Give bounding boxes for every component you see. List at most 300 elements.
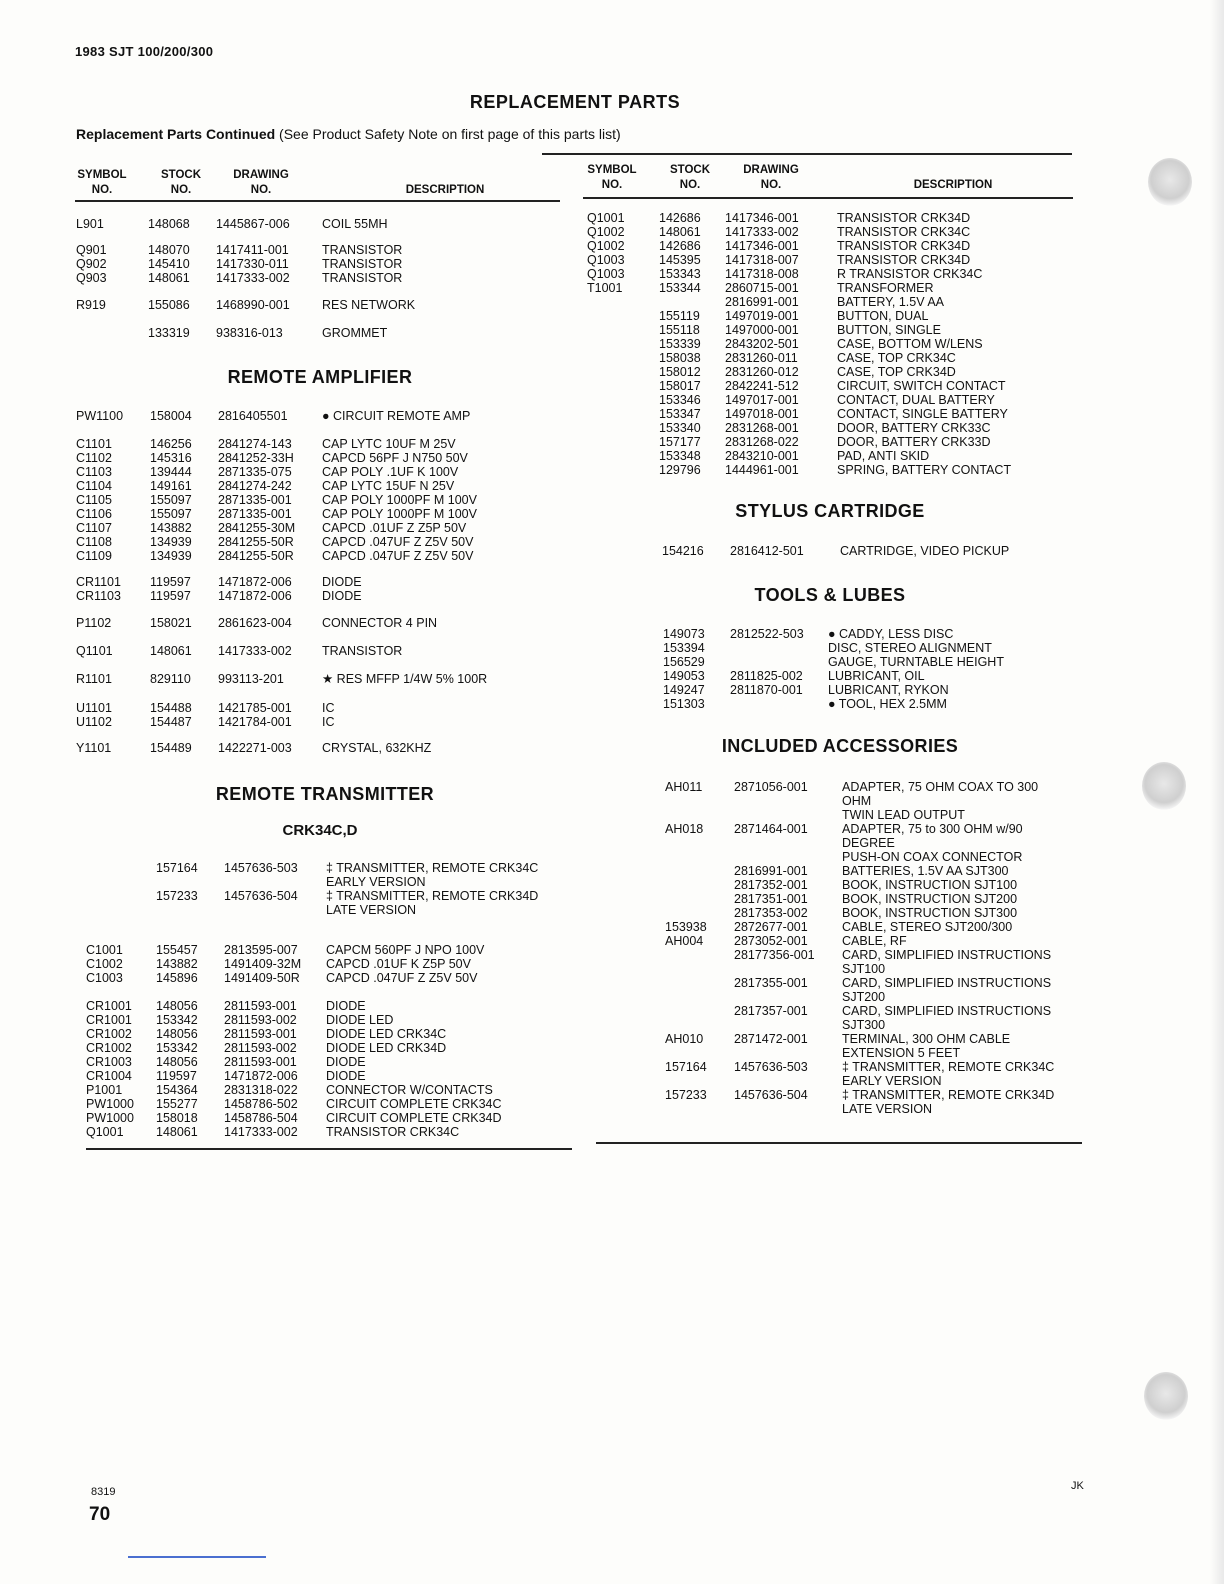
description-cell: RES NETWORK	[322, 298, 416, 312]
stock-cell: 149073	[663, 627, 705, 641]
stock-cell: 148056	[156, 999, 198, 1013]
description-cell: CABLE, STEREO SJT200/300	[842, 920, 1013, 934]
stock-cell: 148061	[148, 271, 190, 285]
drawing-cell: 1497000-001	[725, 323, 799, 337]
section-remote-transmitter: REMOTE TRANSMITTER	[215, 784, 435, 804]
description-cell: SPRING, BATTERY CONTACT	[837, 463, 1012, 477]
drawing-cell: 2811593-001	[224, 999, 297, 1013]
stock-cell: 153343	[659, 267, 701, 281]
stock-cell: 148056	[156, 1055, 198, 1069]
description-cell: CABLE, RF	[842, 934, 907, 948]
symbol-cell: Q1101	[76, 644, 113, 658]
stock-cell: 145896	[156, 971, 198, 985]
stock-cell: 148056	[156, 1027, 198, 1041]
drawing-cell: 2841255-50R	[218, 535, 294, 549]
stock-cell: 154489	[150, 741, 192, 755]
description-cell: CASE, TOP CRK34D	[837, 365, 956, 379]
stock-cell: AH011	[665, 780, 703, 794]
description-cell: DIODE	[326, 999, 366, 1013]
section-remote-amplifier: REMOTE AMPLIFIER	[227, 367, 413, 387]
description-cell: CIRCUIT, SWITCH CONTACT	[837, 379, 1006, 393]
col-drawing-header: DRAWING NO.	[233, 169, 289, 196]
symbol-cell: CR1004	[86, 1069, 132, 1083]
drawing-cell: 1457636-504	[224, 889, 298, 903]
description-cell: IC	[322, 701, 335, 715]
stock-cell: 829110	[150, 672, 191, 686]
stock-cell: 119597	[156, 1069, 197, 1083]
description-cell: SJT100	[842, 962, 886, 976]
description-cell: CONNECTOR 4 PIN	[322, 616, 438, 630]
stock-cell: 148068	[148, 217, 190, 231]
drawing-cell: 1458786-504	[224, 1111, 298, 1125]
page-title: REPLACEMENT PARTS	[469, 92, 681, 112]
stock-cell: 133319	[148, 326, 190, 340]
description-cell: TRANSISTOR CRK34D	[837, 253, 971, 267]
drawing-cell: 1445867-006	[216, 217, 290, 231]
symbol-cell: C1108	[76, 535, 112, 549]
description-cell: ● TOOL, HEX 2.5MM	[828, 697, 947, 711]
drawing-cell: 2841252-33H	[218, 451, 294, 465]
description-cell: BUTTON, SINGLE	[837, 323, 941, 337]
description-cell: LATE VERSION	[842, 1102, 933, 1116]
description-cell: CONTACT, SINGLE BATTERY	[837, 407, 1008, 421]
description-cell: DIODE	[326, 1055, 366, 1069]
symbol-cell: P1102	[76, 616, 112, 630]
description-cell: TRANSISTOR	[322, 257, 403, 271]
stock-cell: 148061	[150, 644, 192, 658]
description-cell: CAPCD .047UF Z Z5V 50V	[322, 535, 474, 549]
stock-cell: 119597	[150, 589, 191, 603]
stock-cell: 158012	[659, 365, 701, 379]
stock-cell: 156529	[663, 655, 705, 669]
stock-cell: 149247	[663, 683, 705, 697]
description-cell: CARD, SIMPLIFIED INSTRUCTIONS	[842, 1004, 1052, 1018]
description-cell: TRANSISTOR CRK34D	[837, 239, 971, 253]
stock-cell: 153344	[659, 281, 701, 295]
stock-cell: 155097	[150, 493, 192, 507]
description-cell: LATE VERSION	[326, 903, 417, 917]
drawing-cell: 2841274-242	[218, 479, 292, 493]
drawing-cell: 2871335-001	[218, 493, 292, 507]
symbol-cell: C1102	[76, 451, 112, 465]
stock-cell: 143882	[150, 521, 192, 535]
stock-cell: 145395	[659, 253, 701, 267]
drawing-cell: 1491409-32M	[224, 957, 302, 971]
description-cell: ‡ TRANSMITTER, REMOTE CRK34C	[842, 1060, 1055, 1074]
description-cell: TRANSISTOR	[322, 644, 403, 658]
drawing-cell: 1457636-503	[224, 861, 298, 875]
symbol-cell: CR1002	[86, 1041, 132, 1055]
symbol-cell: Q902	[76, 257, 107, 271]
symbol-cell: C1107	[76, 521, 112, 535]
symbol-cell: C1104	[76, 479, 112, 493]
stock-cell: AH004	[665, 934, 704, 948]
symbol-cell: P1001	[86, 1083, 123, 1097]
description-cell: ‡ TRANSMITTER, REMOTE CRK34C	[326, 861, 539, 875]
drawing-cell: 1422271-003	[218, 741, 292, 755]
symbol-cell: C1105	[76, 493, 112, 507]
col-stock-header-right: STOCK NO.	[669, 164, 711, 191]
col-stock-header: STOCK NO.	[160, 169, 202, 196]
symbol-cell: C1106	[76, 507, 112, 521]
description-cell: SJT200	[842, 990, 886, 1004]
description-cell: CAPCD .047UF Z Z5V 50V	[322, 549, 474, 563]
drawing-cell: 2811870-001	[730, 683, 803, 697]
stock-cell: 158021	[150, 616, 192, 630]
drawing-cell: 1417318-008	[725, 267, 799, 281]
description-cell: BATTERY, 1.5V AA	[837, 295, 945, 309]
description-cell: ‡ TRANSMITTER, REMOTE CRK34D	[842, 1088, 1055, 1102]
stock-cell: 139444	[150, 465, 192, 479]
stock-cell: 155277	[156, 1097, 198, 1111]
stock-cell: 153342	[156, 1013, 198, 1027]
top-rule	[542, 153, 1072, 155]
drawing-cell: 2831260-011	[725, 351, 798, 365]
drawing-cell: 1421784-001	[218, 715, 292, 729]
drawing-cell: 938316-013	[216, 326, 283, 340]
description-cell: DIODE	[322, 589, 362, 603]
description-cell: DOOR, BATTERY CRK33C	[837, 421, 991, 435]
description-cell: CIRCUIT COMPLETE CRK34C	[326, 1097, 502, 1111]
drawing-cell: 2816991-001	[734, 864, 808, 878]
drawing-cell: 1497017-001	[725, 393, 799, 407]
description-cell: BOOK, INSTRUCTION SJT100	[842, 878, 1018, 892]
description-cell: BOOK, INSTRUCTION SJT300	[842, 906, 1018, 920]
drawing-cell: 2813595-007	[224, 943, 298, 957]
drawing-cell: 1417346-001	[725, 211, 799, 225]
col-symbol-header-right: SYMBOL NO.	[587, 164, 637, 191]
description-cell: BATTERIES, 1.5V AA SJT300	[842, 864, 1009, 878]
document-model-header: 1983 SJT 100/200/300	[75, 44, 214, 59]
page-edge-shadow	[1210, 0, 1224, 1584]
drawing-cell: 2842241-512	[725, 379, 799, 393]
drawing-cell: 1417333-002	[216, 271, 290, 285]
left-header-rule	[75, 200, 560, 202]
drawing-cell: 2812522-503	[730, 627, 804, 641]
description-cell: TRANSISTOR	[322, 243, 403, 257]
description-cell: DIODE	[322, 575, 362, 589]
drawing-cell: 2817357-001	[734, 1004, 808, 1018]
drawing-cell: 1417411-001	[216, 243, 289, 257]
symbol-cell: Y1101	[76, 741, 112, 755]
description-cell: EARLY VERSION	[326, 875, 426, 889]
description-cell: EARLY VERSION	[842, 1074, 942, 1088]
drawing-cell: 2843210-001	[725, 449, 799, 463]
description-cell: CONTACT, DUAL BATTERY	[837, 393, 995, 407]
description-cell: CAPCM 560PF J NPO 100V	[326, 943, 485, 957]
symbol-cell: Q1002	[587, 225, 625, 239]
drawing-cell: 1417318-007	[725, 253, 799, 267]
stock-cell: 153340	[659, 421, 701, 435]
symbol-cell: PW1000	[86, 1097, 134, 1111]
stock-cell: 142686	[659, 211, 701, 225]
drawing-cell: 1457636-503	[734, 1060, 808, 1074]
stock-cell: 148061	[659, 225, 701, 239]
symbol-cell: CR1001	[86, 1013, 132, 1027]
stock-cell: 148070	[148, 243, 190, 257]
symbol-cell: Q1003	[587, 267, 625, 281]
description-cell: DIODE LED	[326, 1013, 394, 1027]
drawing-cell: 2831268-001	[725, 421, 799, 435]
symbol-cell: CR1001	[86, 999, 132, 1013]
drawing-cell: 2871335-075	[218, 465, 292, 479]
stock-cell: 155097	[150, 507, 192, 521]
stock-cell: 154488	[150, 701, 192, 715]
drawing-cell: 2871335-001	[218, 507, 292, 521]
stock-cell: 145410	[148, 257, 190, 271]
description-cell: DIODE LED CRK34C	[326, 1027, 447, 1041]
drawing-cell: 1421785-001	[218, 701, 292, 715]
description-cell: IC	[322, 715, 335, 729]
stock-cell: 134939	[150, 535, 192, 549]
drawing-cell: 1457636-504	[734, 1088, 808, 1102]
col-symbol-header: SYMBOL NO.	[77, 169, 127, 196]
stock-cell: 149053	[663, 669, 705, 683]
description-cell: BUTTON, DUAL	[837, 309, 929, 323]
symbol-cell: Q1001	[86, 1125, 124, 1139]
description-cell: EXTENSION 5 FEET	[842, 1046, 961, 1060]
section-stylus-cartridge: STYLUS CARTRIDGE	[735, 501, 925, 521]
symbol-cell: U1102	[76, 715, 112, 729]
drawing-cell: 1444961-001	[725, 463, 799, 477]
description-cell: LUBRICANT, RYKON	[828, 683, 949, 697]
stock-cell: 154216	[662, 544, 704, 558]
drawing-cell: 2816991-001	[725, 295, 799, 309]
symbol-cell: L901	[76, 217, 104, 231]
description-cell: TRANSISTOR CRK34C	[326, 1125, 460, 1139]
symbol-cell: Q903	[76, 271, 107, 285]
description-cell: CRYSTAL, 632KHZ	[322, 741, 432, 755]
stock-cell: 148061	[156, 1125, 198, 1139]
drawing-cell: 2841274-143	[218, 437, 292, 451]
symbol-cell: CR1003	[86, 1055, 132, 1069]
right-bottom-rule	[596, 1142, 1082, 1144]
description-cell: CAP POLY 1000PF M 100V	[322, 507, 477, 521]
description-cell: PAD, ANTI SKID	[837, 449, 930, 463]
section-tools-lubes: TOOLS & LUBES	[754, 585, 906, 605]
description-cell: CAPCD .047UF Z Z5V 50V	[326, 971, 478, 985]
symbol-cell: Q1001	[587, 211, 625, 225]
binder-hole-middle	[1142, 762, 1186, 810]
binder-hole-bottom	[1144, 1372, 1188, 1420]
symbol-cell: C1109	[76, 549, 112, 563]
stock-cell: 153347	[659, 407, 701, 421]
drawing-cell: 2841255-50R	[218, 549, 294, 563]
symbol-cell: CR1103	[76, 589, 121, 603]
stock-cell: 143882	[156, 957, 198, 971]
symbol-cell: C1002	[86, 957, 123, 971]
stock-cell: 155457	[156, 943, 198, 957]
stock-cell: 142686	[659, 239, 701, 253]
stock-cell: 153339	[659, 337, 701, 351]
symbol-cell: C1003	[86, 971, 123, 985]
description-cell: CAPCD .01UF K Z5P 50V	[326, 957, 471, 971]
stock-cell: 146256	[150, 437, 192, 451]
stock-cell: 153346	[659, 393, 701, 407]
drawing-cell: 1417333-002	[725, 225, 799, 239]
stock-cell: 154487	[150, 715, 192, 729]
stock-cell: 158038	[659, 351, 701, 365]
drawing-cell: 2817352-001	[734, 878, 808, 892]
symbol-cell: C1101	[76, 437, 112, 451]
stock-cell: AH018	[665, 822, 704, 836]
stock-cell: 157164	[665, 1060, 707, 1074]
stock-cell: 129796	[659, 463, 701, 477]
drawing-cell: 2861623-004	[218, 616, 292, 630]
symbol-cell: Q1002	[587, 239, 625, 253]
drawing-cell: 2873052-001	[734, 934, 808, 948]
description-cell: CAP LYTC 10UF M 25V	[322, 437, 456, 451]
stock-cell: 145316	[150, 451, 192, 465]
description-cell: CONNECTOR W/CONTACTS	[326, 1083, 493, 1097]
drawing-cell: 2816405501	[218, 409, 288, 423]
drawing-cell: 2841255-30M	[218, 521, 296, 535]
drawing-cell: 1417346-001	[725, 239, 799, 253]
drawing-cell: 1497019-001	[725, 309, 799, 323]
symbol-cell: U1101	[76, 701, 112, 715]
footer-code: 8319	[91, 1486, 116, 1498]
description-cell: OHM	[842, 794, 872, 808]
drawing-cell: 2811593-002	[224, 1041, 297, 1055]
symbol-cell: C1103	[76, 465, 112, 479]
description-cell: BOOK, INSTRUCTION SJT200	[842, 892, 1018, 906]
description-cell: R TRANSISTOR CRK34C	[837, 267, 983, 281]
description-cell: ADAPTER, 75 to 300 OHM w/90	[842, 822, 1023, 836]
subtitle-bold: Replacement Parts Continued	[76, 126, 276, 142]
drawing-cell: 1417333-002	[218, 644, 292, 658]
description-cell: DIODE	[326, 1069, 366, 1083]
description-cell: GROMMET	[322, 326, 388, 340]
description-cell: TRANSISTOR	[322, 271, 403, 285]
scan-mark	[128, 1556, 266, 1558]
drawing-cell: 1471872-006	[218, 575, 292, 589]
drawing-cell: 28177356-001	[734, 948, 815, 962]
description-cell: TERMINAL, 300 OHM CABLE	[842, 1032, 1011, 1046]
stock-cell: 119597	[150, 575, 191, 589]
description-cell: CARD, SIMPLIFIED INSTRUCTIONS	[842, 976, 1052, 990]
drawing-cell: 1491409-50R	[224, 971, 300, 985]
stock-cell: 157164	[156, 861, 198, 875]
description-cell: CARD, SIMPLIFIED INSTRUCTIONS	[842, 948, 1052, 962]
drawing-cell: 2831260-012	[725, 365, 799, 379]
subsection-crk34cd: CRK34C,D	[282, 822, 358, 839]
right-header-rule	[583, 197, 1073, 199]
stock-cell: 155119	[659, 309, 700, 323]
description-cell: CAP POLY .1UF K 100V	[322, 465, 459, 479]
symbol-cell: Q901	[76, 243, 107, 257]
drawing-cell: 2816412-501	[730, 544, 804, 558]
stock-cell: AH010	[665, 1032, 704, 1046]
symbol-cell: T1001	[587, 281, 623, 295]
description-cell: TRANSISTOR CRK34D	[837, 211, 971, 225]
description-cell: TRANSISTOR CRK34C	[837, 225, 971, 239]
col-description-header-right: DESCRIPTION	[913, 179, 993, 191]
footer-initials: JK	[1071, 1480, 1084, 1492]
stock-cell: 158017	[659, 379, 701, 393]
drawing-cell: 2860715-001	[725, 281, 799, 295]
drawing-cell: 2811593-002	[224, 1013, 297, 1027]
stock-cell: 157233	[665, 1088, 707, 1102]
symbol-cell: PW1100	[76, 409, 124, 423]
symbol-cell: CR1002	[86, 1027, 132, 1041]
binder-hole-top	[1148, 158, 1192, 206]
drawing-cell: 2871056-001	[734, 780, 808, 794]
drawing-cell: 2811593-001	[224, 1027, 297, 1041]
description-cell: CAP POLY 1000PF M 100V	[322, 493, 477, 507]
symbol-cell: Q1003	[587, 253, 625, 267]
symbol-cell: CR1101	[76, 575, 121, 589]
drawing-cell: 2811593-001	[224, 1055, 297, 1069]
stock-cell: 155118	[659, 323, 700, 337]
stock-cell: 134939	[150, 549, 192, 563]
description-cell: DISC, STEREO ALIGNMENT	[828, 641, 992, 655]
description-cell: SJT300	[842, 1018, 886, 1032]
section-included-accessories: INCLUDED ACCESSORIES	[721, 736, 959, 756]
page-subtitle	[76, 126, 621, 142]
description-cell: PUSH-ON COAX CONNECTOR	[842, 850, 1023, 864]
stock-cell: 158018	[156, 1111, 198, 1125]
drawing-cell: 2843202-501	[725, 337, 799, 351]
drawing-cell: 2871464-001	[734, 822, 808, 836]
description-cell: TRANSFORMER	[837, 281, 934, 295]
drawing-cell: 1471872-006	[224, 1069, 298, 1083]
drawing-cell: 1417330-011	[216, 257, 289, 271]
drawing-cell: 2817351-001	[734, 892, 808, 906]
description-cell: CAP LYTC 15UF N 25V	[322, 479, 455, 493]
drawing-cell: 2817353-002	[734, 906, 808, 920]
description-cell: ★ RES MFFP 1/4W 5% 100R	[322, 672, 488, 686]
stock-cell: 153342	[156, 1041, 198, 1055]
description-cell: COIL 55MH	[322, 217, 388, 231]
description-cell: TWIN LEAD OUTPUT	[842, 808, 965, 822]
description-cell: DEGREE	[842, 836, 895, 850]
stock-cell: 157233	[156, 889, 198, 903]
stock-cell: 155086	[148, 298, 190, 312]
drawing-cell: 1458786-502	[224, 1097, 298, 1111]
page-number: 70	[89, 1504, 111, 1525]
drawing-cell: 1468990-001	[216, 298, 290, 312]
symbol-cell: R1101	[76, 672, 112, 686]
description-cell: CIRCUIT COMPLETE CRK34D	[326, 1111, 502, 1125]
drawing-cell: 2831268-022	[725, 435, 799, 449]
drawing-cell: 1471872-006	[218, 589, 292, 603]
drawing-cell: 2817355-001	[734, 976, 808, 990]
description-cell: ● CADDY, LESS DISC	[828, 627, 954, 641]
drawing-cell: 2831318-022	[224, 1083, 298, 1097]
description-cell: CAPCD .01UF Z Z5P 50V	[322, 521, 467, 535]
description-cell: DOOR, BATTERY CRK33D	[837, 435, 991, 449]
description-cell: LUBRICANT, OIL	[828, 669, 925, 683]
drawing-cell: 2871472-001	[734, 1032, 808, 1046]
symbol-cell: PW1000	[86, 1111, 134, 1125]
stock-cell: 158004	[150, 409, 192, 423]
description-cell: CARTRIDGE, VIDEO PICKUP	[840, 544, 1010, 558]
col-drawing-header-right: DRAWING NO.	[743, 164, 799, 191]
drawing-cell: 2872677-001	[734, 920, 808, 934]
stock-cell: 153348	[659, 449, 701, 463]
description-cell: ‡ TRANSMITTER, REMOTE CRK34D	[326, 889, 539, 903]
stock-cell: 151303	[663, 697, 705, 711]
symbol-cell: C1001	[86, 943, 123, 957]
symbol-cell: R919	[76, 298, 106, 312]
drawing-cell: 993113-201	[218, 672, 284, 686]
description-cell: CASE, BOTTOM W/LENS	[837, 337, 983, 351]
drawing-cell: 1417333-002	[224, 1125, 298, 1139]
description-cell: CAPCD 56PF J N750 50V	[322, 451, 468, 465]
subtitle-note: (See Product Safety Note on first page of this parts list)	[279, 126, 621, 142]
stock-cell: 153394	[663, 641, 705, 655]
description-cell: ● CIRCUIT REMOTE AMP	[322, 409, 471, 423]
